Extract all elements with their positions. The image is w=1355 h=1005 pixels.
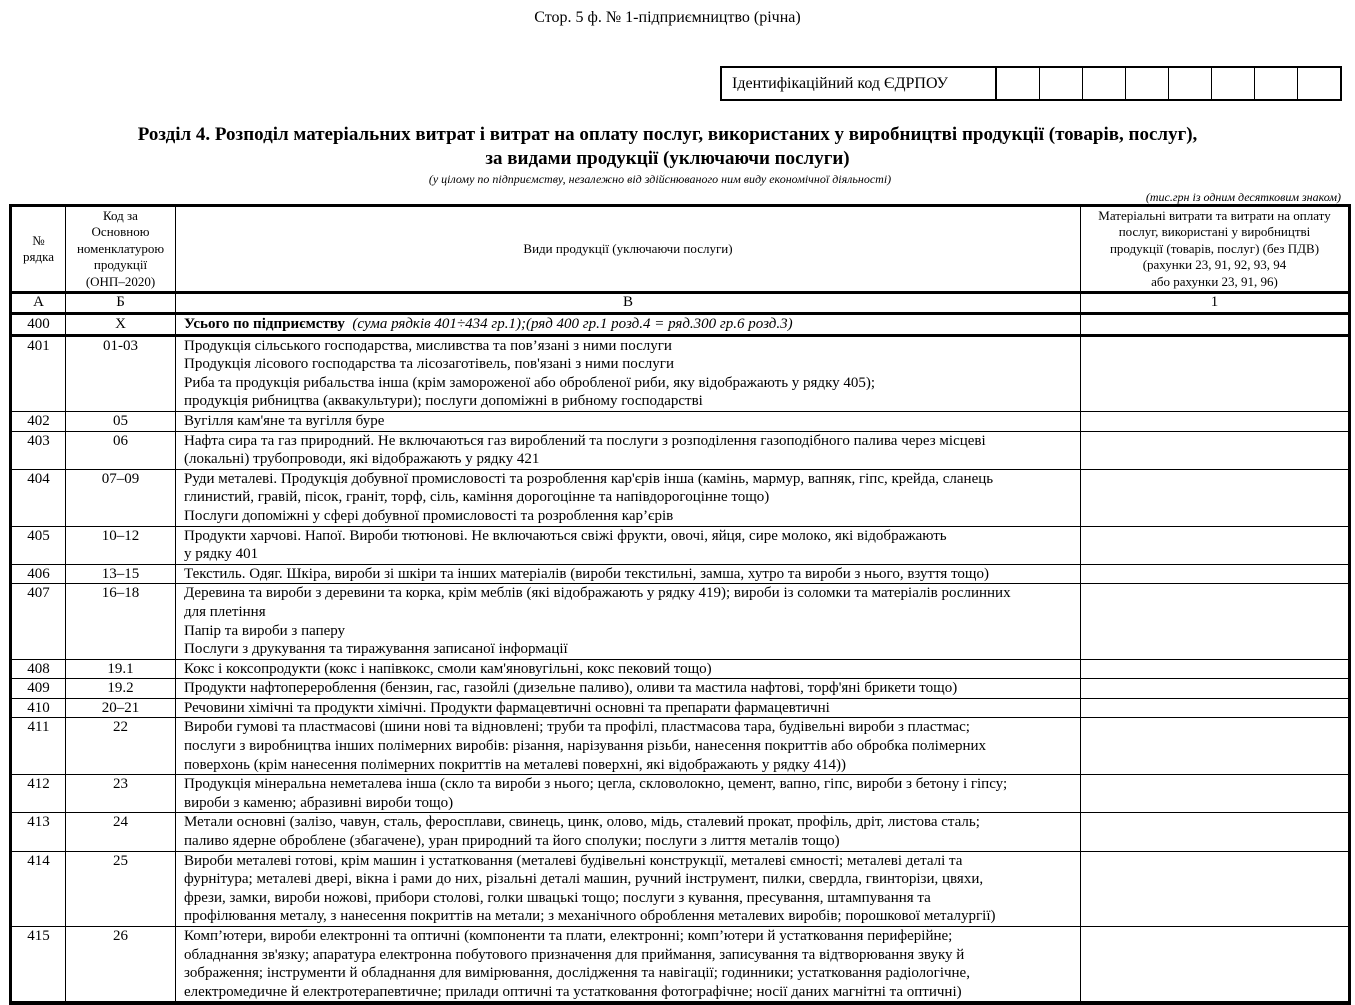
row-value-input[interactable] — [1081, 659, 1350, 679]
edrpou-digit-input[interactable] — [996, 67, 1040, 100]
edrpou-digit-input[interactable] — [1255, 67, 1298, 100]
edrpou-label: Ідентифікаційний код ЄДРПОУ — [721, 67, 996, 100]
row-value-input[interactable] — [1081, 679, 1350, 699]
row-number: 401 — [11, 335, 66, 411]
row-description — [176, 775, 1081, 813]
row-description — [176, 659, 1081, 679]
row-description-line: глинистий, гравій, пісок, граніт, торф, сіль, каміння дорогоцінне та напівдорогоцінне тощо) — [184, 489, 770, 506]
page-header: Стор. 5 ф. № 1-підприємництво (річна) — [534, 9, 801, 26]
table-row — [11, 659, 1350, 679]
column-letter: В — [176, 293, 1081, 314]
cost-distribution-table — [9, 204, 1351, 1005]
row-code: 06 — [66, 431, 176, 469]
row-description-line: послуги з виробництва інших полімерних виробів: різання, нарізування різьби, нанесення покриттів або обробка полімерних — [184, 738, 987, 755]
row-description — [176, 584, 1081, 659]
table-row — [11, 718, 1350, 775]
row-code: 25 — [66, 851, 176, 926]
row-number: 404 — [11, 469, 66, 526]
row-value-input[interactable] — [1081, 718, 1350, 775]
row-number: 412 — [11, 775, 66, 813]
row-value-input[interactable] — [1081, 584, 1350, 659]
row-code: 10–12 — [66, 526, 176, 564]
row-description-line: зображення; інструменти й обладнання для вимірювання, дослідження та навігації; годинники; устатковання радіологічне, — [184, 965, 970, 982]
row-value-input[interactable] — [1081, 775, 1350, 813]
row-description — [176, 564, 1081, 584]
row-number: 409 — [11, 679, 66, 699]
table-row — [11, 775, 1350, 813]
edrpou-digit-input[interactable] — [1040, 67, 1083, 100]
header-product-kinds: Види продукції (уключаючи послуги) — [176, 206, 1081, 293]
header-row-number: № рядка — [11, 206, 66, 293]
total-formula: (сума рядків 401÷434 гр.1);(ряд 400 гр.1 розд.4 = ряд.300 гр.6 розд.3) — [352, 316, 793, 332]
row-value-input[interactable] — [1081, 564, 1350, 584]
table-row — [11, 698, 1350, 718]
row-description — [176, 813, 1081, 851]
row-number: 407 — [11, 584, 66, 659]
row-description-line: Продукція лісового господарства та лісозаготівель, пов'язані з ними послуги — [184, 356, 674, 373]
edrpou-digit-input[interactable] — [1298, 67, 1342, 100]
edrpou-digit-input[interactable] — [1212, 67, 1255, 100]
row-description — [176, 679, 1081, 699]
column-letter: 1 — [1081, 293, 1350, 314]
row-description — [176, 314, 1081, 336]
row-value-input[interactable] — [1081, 431, 1350, 469]
row-number: 413 — [11, 813, 66, 851]
row-description-line: Нафта сира та газ природний. Не включаються газ вироблений та послуги з розподілення газоподібного палива через місцеві — [184, 432, 986, 449]
row-description — [176, 469, 1081, 526]
row-number: 400 — [11, 314, 66, 336]
row-description-line: Послуги з друкування та тиражування записаної інформації — [184, 641, 568, 658]
table-row-total — [11, 314, 1350, 336]
row-value-input[interactable] — [1081, 813, 1350, 851]
row-code: 19.1 — [66, 659, 176, 679]
row-description-line: Речовини хімічні та продукти хімічні. Продукти фармацевтичні основні та препарати фармацевтичні — [184, 699, 830, 716]
row-description-line: Продукти нафтоперероблення (бензин, гас, газойлі (дизельне паливо), оливи та мастила нафтові, торф'яні брикети тощо) — [184, 680, 958, 697]
edrpou-digit-input[interactable] — [1126, 67, 1169, 100]
row-description-line: електромедичне й електротерапевтичне; прилади оптичні та устатковання фотографічне; носії даних магнітні та оптичні) — [184, 983, 962, 1000]
row-value-input[interactable] — [1081, 469, 1350, 526]
row-description-line: Комп’ютери, вироби електронні та оптичні (компоненти та плати, електронні; комп’ютери й устатковання периферійне; — [184, 928, 953, 944]
row-description-line: Вироби металеві готові, крім машин і устатковання (металеві будівельні конструкції, металеві ємності; металеві деталі та — [184, 852, 963, 869]
header-product-code: Код за Основною номенклатурою продукції (ОНП–2020) — [66, 206, 176, 293]
row-description-line: у рядку 401 — [184, 546, 259, 563]
table-row — [11, 431, 1350, 469]
column-letter: Б — [66, 293, 176, 314]
row-description — [176, 927, 1081, 1004]
row-description-line: Руди металеві. Продукція добувної промисловості та розроблення кар'єрів інша (камінь, мармур, вапняк, гіпс, крейда, сланець — [184, 470, 994, 487]
row-number: 414 — [11, 851, 66, 926]
row-description-line: фурнітура; металеві двері, вікна і рами до них, різальні деталі машин, ручний інструмент, пилки, свердла, гвинторізи, цвяхи, — [184, 871, 984, 888]
row-description-line: Текстиль. Одяг. Шкіра, вироби зі шкіри та інших матеріалів (вироби текстильні, замша, хутро та вироби з нього, взуття тощо) — [184, 565, 989, 582]
row-description — [176, 335, 1081, 411]
row-description-line: Деревина та вироби з деревини та корка, крім меблів (які відображають у рядку 419); вироби із соломки та матеріалів рослинних — [184, 585, 1011, 602]
row-description — [176, 431, 1081, 469]
column-letter: А — [11, 293, 66, 314]
row-number: 408 — [11, 659, 66, 679]
row-description-line: для плетіння — [184, 603, 266, 620]
row-number: 403 — [11, 431, 66, 469]
row-description-line: обладнання зв'язку; апаратура електронна побутового призначення для приймання, записування та відтворювання звуку й — [184, 946, 965, 963]
row-description — [176, 411, 1081, 431]
row-number: 402 — [11, 411, 66, 431]
row-description — [176, 698, 1081, 718]
edrpou-code-box — [720, 66, 1342, 101]
row-description — [176, 526, 1081, 564]
row-code: 19.2 — [66, 679, 176, 699]
row-code: 16–18 — [66, 584, 176, 659]
row-code: 07–09 — [66, 469, 176, 526]
section-title-line1: Розділ 4. Розподіл матеріальних витрат і витрат на оплату послуг, використаних у виробництві продукції (товарів, послуг), — [137, 124, 1198, 145]
row-code: 23 — [66, 775, 176, 813]
section-title-line2: за видами продукції (уключаючи послуги) — [485, 148, 850, 169]
row-code: 24 — [66, 813, 176, 851]
row-description-line: Метали основні (залізо, чавун, сталь, феросплави, свинець, цинк, олово, мідь, сталевий прокат, профіль, дріт, листова сталь; — [184, 814, 980, 831]
row-description-line: Послуги допоміжні у сфері добувної промисловості та розроблення кар’єрів — [184, 507, 674, 524]
row-code: 22 — [66, 718, 176, 775]
row-description — [176, 718, 1081, 775]
table-row — [11, 411, 1350, 431]
row-description-line: продукція рибництва (аквакультури); послуги допоміжні в рибному господарстві — [184, 393, 703, 410]
row-number: 406 — [11, 564, 66, 584]
table-row — [11, 851, 1350, 926]
table-row — [11, 335, 1350, 411]
section-title — [0, 123, 1335, 171]
row-description-line: Риба та продукція рибальства інша (крім замороженої або обробленої риби, яку відображають у рядку 405); — [184, 374, 876, 391]
edrpou-digit-input[interactable] — [1083, 67, 1126, 100]
row-value-input[interactable] — [1081, 698, 1350, 718]
row-description-line: Папір та вироби з паперу — [184, 622, 346, 639]
row-value-input[interactable] — [1081, 851, 1350, 926]
row-description-line: профілювання металу, з нанесення покриттів на метали; з механічного оброблення металевих виробів; порошкової металургії) — [184, 908, 996, 925]
row-code: 13–15 — [66, 564, 176, 584]
row-value-input[interactable] — [1081, 526, 1350, 564]
units-note: (тис.грн із одним десятковим знаком) — [1145, 190, 1341, 204]
row-code: Х — [66, 314, 176, 336]
header-material-costs: Матеріальні витрати та витрати на оплату послуг, використані у виробництві продукції (товарів, послуг) (без ПДВ) (рахунки 23, 91, 92, 93, 94 або рахунки 23, 91, 96) — [1081, 206, 1350, 293]
row-code: 20–21 — [66, 698, 176, 718]
row-value-input[interactable] — [1081, 411, 1350, 431]
row-description-line: Продукція мінеральна неметалева інша (скло та вироби з нього; цегла, скловолокно, цемент, вапно, гіпс, вироби з бетону і гіпсу; — [184, 776, 1008, 793]
row-description-line: Вироби гумові та пластмасові (шини нові та відновлені; труби та профілі, пластмасова тара, будівельні вироби з пластмас; — [184, 719, 970, 736]
table-row — [11, 927, 1350, 1004]
row-description-line: фрези, замки, вироби ножові, прибори столові, голки швацькі тощо; послуги з кування, пресування, штампування та — [184, 889, 931, 906]
row-description-line: (локальні) трубопроводи, які відображають у рядку 421 — [184, 451, 540, 468]
row-description-line: Продукція сільського господарства, мисливства та пов’язані з ними послуги — [184, 337, 672, 354]
row-number: 411 — [11, 718, 66, 775]
row-code: 01-03 — [66, 335, 176, 411]
row-description-line: Кокс і коксопродукти (кокс і напівкокс, смоли кам'яновугільні, кокс пековий тощо) — [184, 660, 712, 677]
column-letters-row — [11, 293, 1350, 314]
section-subtitle: (у цілому по підприємству, незалежно від здійснюваного ним виду економічної діяльності) — [428, 172, 892, 186]
row-description-line: Продукти харчові. Напої. Вироби тютюнові. Не включаються свіжі фрукти, овочі, яйця, сире молоко, які відображають — [184, 527, 947, 544]
edrpou-digit-input[interactable] — [1169, 67, 1212, 100]
table-row — [11, 526, 1350, 564]
row-value-input[interactable] — [1081, 927, 1350, 1004]
row-number: 405 — [11, 526, 66, 564]
table-header-row — [11, 206, 1350, 293]
row-description-line: поверхонь (крім нанесення полімерних покриттів на металеві поверхні, які відображають у рядку 414)) — [184, 756, 846, 773]
table-row — [11, 564, 1350, 584]
row-description-line: Вугілля кам'яне та вугілля буре — [184, 412, 385, 429]
row-number: 410 — [11, 698, 66, 718]
total-label: Усього по підприємству — [184, 316, 345, 332]
row-description — [176, 851, 1081, 926]
table-row — [11, 679, 1350, 699]
table-row — [11, 469, 1350, 526]
row-code: 26 — [66, 927, 176, 1004]
row-code: 05 — [66, 411, 176, 431]
table-row — [11, 813, 1350, 851]
row-number: 415 — [11, 927, 66, 1004]
row-value-input[interactable] — [1081, 335, 1350, 411]
row-description-line: вироби з каменю; абразивні вироби тощо) — [184, 794, 454, 811]
row-description-line: паливо ядерне оброблене (збагачене), уран природний та його сполуки; послуги з лиття металів тощо) — [184, 833, 840, 850]
table-row — [11, 584, 1350, 659]
row-value-input[interactable] — [1081, 314, 1350, 336]
